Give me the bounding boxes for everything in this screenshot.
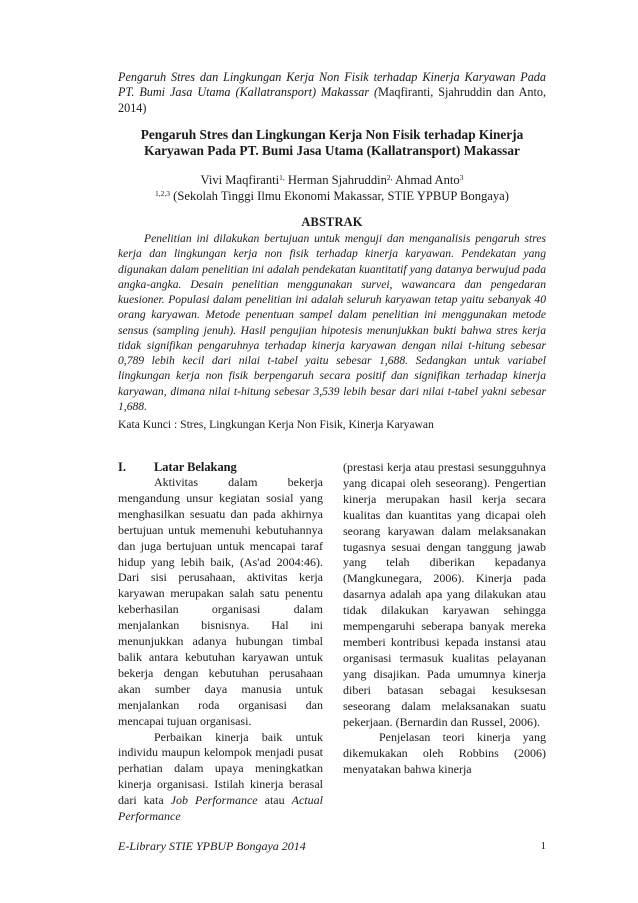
paragraph-penjelasan: Penjelasan teori kinerja yang dikemukakan oleh Robbins (2006) menyatakan bahwa kinerja	[343, 730, 546, 777]
author-2: Herman Sjahruddin	[284, 173, 387, 187]
paper-title-line-1: Pengaruh Stres dan Lingkungan Kerja Non Fisik terhadap Kinerja	[140, 127, 524, 142]
running-head-title: Pengaruh Stres dan Lingkungan Kerja Non Fisik terhadap Kinerja Karyawan Pada PT. Bumi Jasa Utama (Kallatransport) Makassar (	[118, 70, 546, 100]
paragraph-aktivitas: Aktivitas dalam bekerja mengandung unsur kegiatan sosial yang menghasilkan sesuatu dan pada akhirnya bertujuan untuk memenuhi kebutuhannya dan juga bertujuan untuk mencapai taraf hidup yang lebih baik, (As'ad 2004:46). Dari sisi perusahaan, aktivitas kerja karyawan merupakan salah satu penentu keberhasilan organisasi dalam menjalankan bisnisnya. Hal ini menunjukkan adanya hubungan timbal balik antara kebutuhan karyawan untuk bekerja dengan kebutuhan perusahaan akan sumber daya manusia untuk menjalankan roda organisasi dan mencapai tujuan organisasi.	[118, 475, 323, 728]
page-footer: E-Library STIE YPBUP Bongaya 2014	[118, 839, 306, 853]
author-1: Vivi Maqfiranti	[200, 173, 280, 187]
author-3: Ahmad Anto	[392, 173, 460, 187]
abstract-heading: ABSTRAK	[301, 215, 363, 229]
paragraph-prestasi: (prestasi kerja atau prestasi sesungguhnya yang dicapai oleh seseorang). Pengertian kinerja merupakan hasil kerja secara kualitas dan kuantitas yang dicapai oleh seorang karyawan dalam melaksanakan tugasnya sesuai dengan tanggung jawab yang telah diberikan kepadanya (Mangkunegara, 2006). Kinerja pada dasarnya adalah apa yang dilakukan atau tidak dilakukan karyawan sehingga mempengaruhi seberapa banyak mereka memberi kontribusi kepada instansi atau organisasi termasuk kualitas pelayanan yang disajikan. Pada umumnya kinerja diberi batasan sebagai kesuksesan seseorang dalam melaksanakan suatu pekerjaan. (Bernardin dan Russel, 2006).	[343, 460, 546, 729]
term-job-performance: Job Performance	[170, 793, 258, 808]
paper-title	[118, 127, 546, 159]
affiliation	[118, 188, 546, 204]
abstract-text: Penelitian ini dilakukan bertujuan untuk menguji dan menganalisis pengaruh stres kerja dan lingkungan kerja non fisik terhadap kinerja karyawan. Pendekatan yang digunakan dalam penelitian ini adalah pendekatan kuantitatif yang datanya berwujud pada angka-angka. Desain penelitian menggunakan survei, wawancara dan pengedaran kuesioner. Populasi dalam penelitian ini adalah seluruh karyawan tetap yaitu sebanyak 40 orang karyawan. Metode penentuan sampel dalam penelitian ini menggunakan metode sensus (sampling jenuh). Hasil pengujian hipotesis menunjukkan bukti bahwa stres kerja tidak signifikan pengaruhnya terhadap kinerja karyawan dengan nilai t-hitung sebesar 0,789 lebih kecil dari nilai t-tabel yaitu sebesar 1,688. Sedangkan untuk variabel lingkungan kerja non fisik berpengaruh secara positif dan signifikan terhadap kinerja karyawan, dimana nilai t-hitung sebesar 3,539 lebih besar dari nilai t-tabel yakni sebesar 1,688.	[118, 232, 546, 413]
affiliation-text: (Sekolah Tinggi Ilmu Ekonomi Makassar, STIE YPBUP Bongaya)	[170, 189, 509, 203]
term-actual-performance: Actual Performance	[118, 793, 323, 824]
right-column	[343, 460, 546, 778]
running-head	[118, 70, 546, 116]
affiliation-marker: 1,2,3	[155, 189, 171, 198]
section-heading	[118, 460, 323, 475]
paper-title-line-2: Karyawan Pada PT. Bumi Jasa Utama (Kallatransport) Makassar	[144, 143, 520, 158]
author-list	[118, 172, 546, 188]
section-number: I.	[118, 460, 126, 474]
author-1-marker: 1,	[279, 173, 285, 182]
section-title: Latar Belakang	[154, 460, 237, 474]
author-2-marker: 2,	[386, 173, 393, 182]
paragraph-perbaikan	[118, 730, 323, 825]
keywords: Kata Kunci : Stres, Lingkungan Kerja Non Fisik, Kinerja Karyawan	[118, 418, 434, 431]
running-head-citation: Maqfiranti, Sjahruddin dan Anto, 2014)	[118, 85, 546, 115]
author-3-marker: 3	[459, 173, 464, 182]
page-number: 1	[540, 840, 546, 852]
paragraph-perbaikan-connector: atau	[257, 793, 292, 808]
paragraph-perbaikan-text: Perbaikan kinerja baik untuk individu maupun kelompok menjadi pusat perhatian dalam upaya meningkatkan kinerja organisasi. Istilah kinerja berasal dari kata	[118, 729, 323, 808]
left-column	[118, 460, 323, 825]
